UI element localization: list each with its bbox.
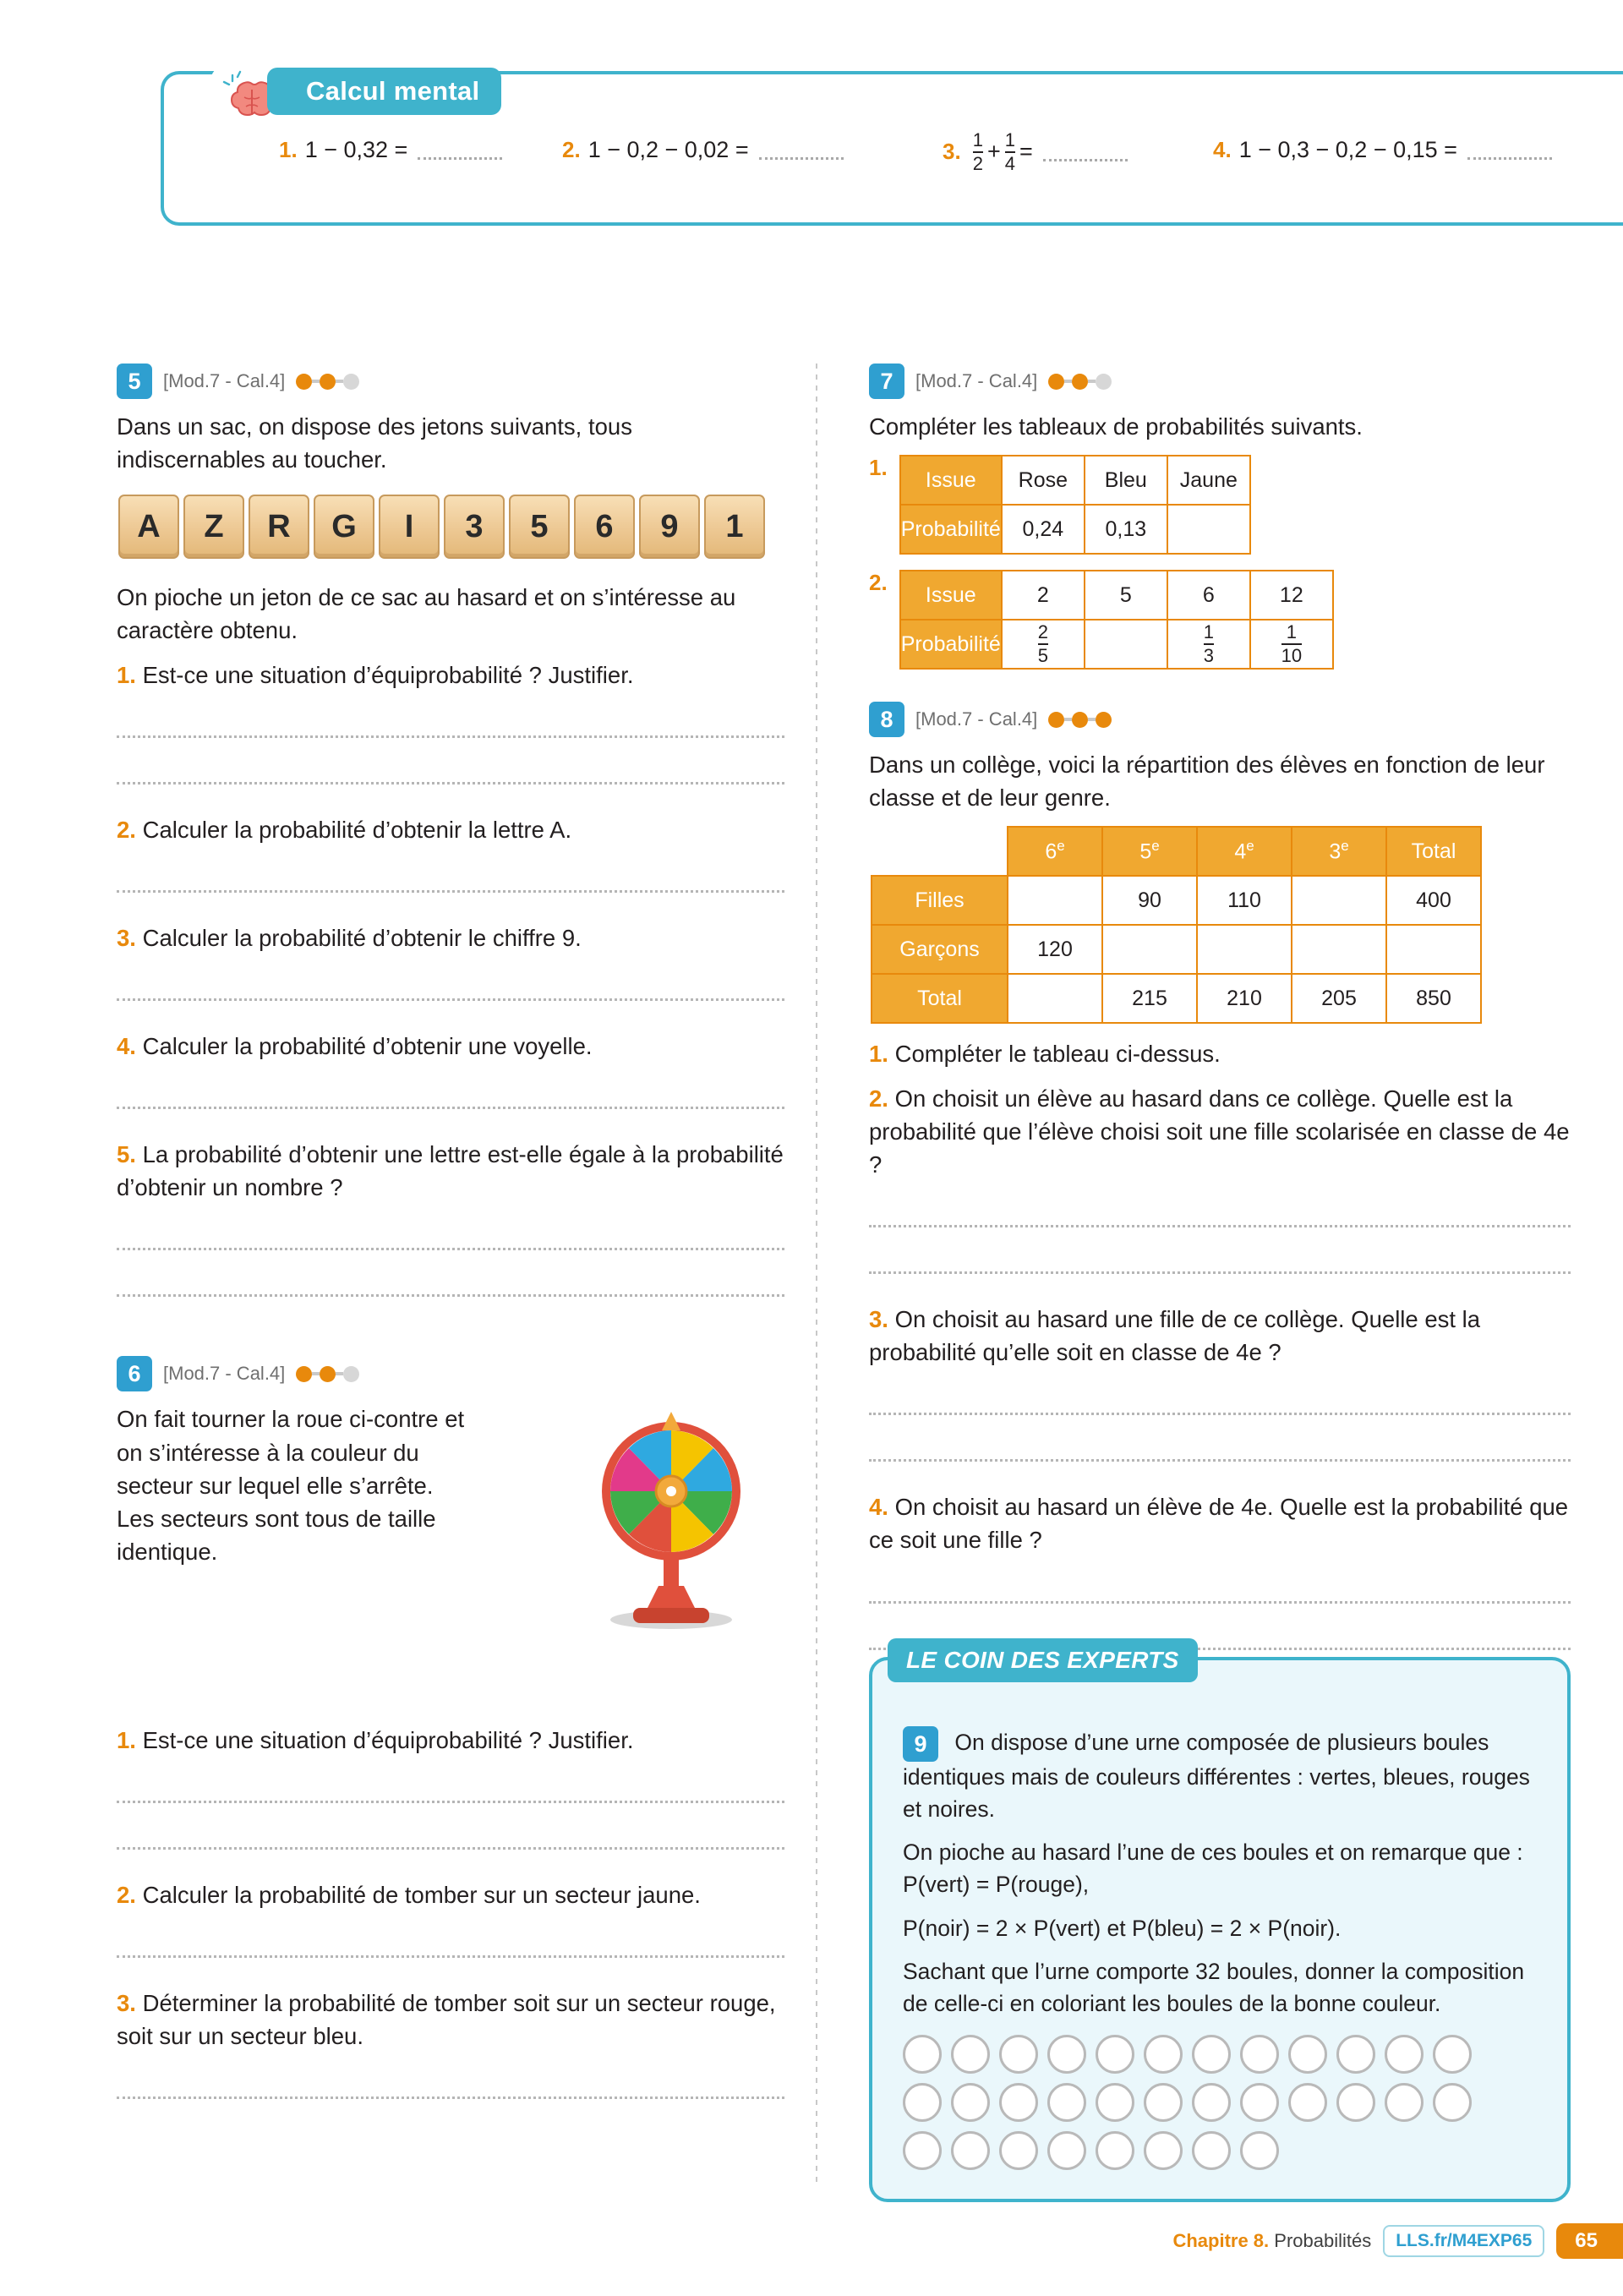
row-label-issue: Issue [900,571,1002,620]
column-header-6e: 6e [1008,827,1102,876]
answer-line[interactable] [117,890,784,893]
row-label-garcons: Garçons [872,925,1008,974]
ball[interactable] [903,2131,942,2170]
tile: 3 [444,495,505,559]
table-row [872,925,1481,974]
probability-cell-empty[interactable] [1085,620,1167,669]
exercise-8-intro: Dans un collège, voici la répartition des élèves en fonction de leur classe et de leur genre. [869,752,1545,812]
equals-sign: = [1019,139,1033,165]
footer-chapter-label: Chapitre 8. [1172,2230,1270,2251]
exercise-5-question-4: 4. Calculer la probabilité d’obtenir une voyelle. [117,1033,593,1060]
table-row [872,974,1481,1023]
ball[interactable] [1096,2083,1134,2122]
data-cell[interactable] [1008,974,1102,1023]
fraction-one-quarter: $\frac{1}{4}$ [1004,129,1015,174]
data-cell[interactable]: 120 [1008,925,1102,974]
ball[interactable] [903,2035,942,2074]
ball[interactable] [1047,2035,1086,2074]
ball[interactable] [1047,2083,1086,2122]
exercise-7-header [869,364,1571,399]
tile: 6 [574,495,635,559]
ball[interactable] [1433,2035,1472,2074]
exercise-7-table-1-wrap [869,455,1571,555]
issue-cell: Bleu [1085,456,1167,505]
table-header-row [872,827,1481,876]
ball[interactable] [1096,2035,1134,2074]
exercise-number-badge: 5 [117,364,152,399]
calc-item-3: 3. $\frac{1}{2}$ + $\frac{1}{4}$ = [943,130,1128,174]
data-cell[interactable]: 215 [1102,974,1197,1023]
exercise-5-question-3: 3. Calculer la probabilité d’obtenir le chiffre 9. [117,925,582,952]
tile: 5 [509,495,570,559]
row-label-probabilite: Probabilité [900,505,1002,554]
table-row [900,505,1250,554]
exercise-8-question-1: 1. Compléter le tableau ci-dessus. [869,1041,1221,1068]
footer-chapter-topic: Probabilités [1274,2230,1372,2251]
ball[interactable] [1047,2131,1086,2170]
ball[interactable] [1192,2083,1231,2122]
ball[interactable] [951,2083,990,2122]
exercise-tag: [Mod.7 - Cal.4] [163,370,286,391]
footer-chapter [1172,2230,1371,2252]
tile: R [249,495,309,559]
issue-cell: 2 [1002,571,1085,620]
answer-line[interactable] [869,1225,1571,1227]
ball[interactable] [1240,2131,1279,2170]
answer-line[interactable] [869,1601,1571,1604]
calc-expr-4: 1 − 0,3 − 0,2 − 0,15 = [1238,137,1457,162]
exercise-6-intro: On fait tourner la roue ci-contre et on s’intéresse à la couleur du secteur sur lequel elle s’arrête. Les secteurs sont tous de taille identique. [117,1406,465,1565]
ball[interactable] [951,2131,990,2170]
footer-page-number: 65 [1556,2223,1623,2259]
issue-cell: Rose [1002,456,1085,505]
answer-line[interactable] [117,2096,784,2099]
expert-corner-box [869,1647,1571,2202]
row-label-probabilite: Probabilité [900,620,1002,669]
probability-cell-empty[interactable] [1167,505,1250,554]
probability-table-2 [899,570,1334,670]
data-cell[interactable]: 210 [1197,974,1292,1023]
answer-line[interactable] [869,1271,1571,1274]
exercise-6-question-2: 2. Calculer la probabilité de tomber sur un secteur jaune. [117,1881,701,1908]
column-header-4e: 4e [1197,827,1292,876]
exercise-5-question-2: 2. Calculer la probabilité d’obtenir la lettre A. [117,817,572,844]
answer-blank-4[interactable] [1467,140,1552,160]
column-header-total: Total [1386,827,1481,876]
exercise-number-badge: 9 [903,1726,938,1762]
data-cell[interactable]: 90 [1102,876,1197,925]
ball[interactable] [1192,2035,1231,2074]
row-label-issue: Issue [900,456,1002,505]
data-cell[interactable] [1292,925,1386,974]
ball[interactable] [903,2083,942,2122]
exercise-7 [869,364,1571,670]
column-divider [816,364,817,2185]
left-column [117,364,784,2099]
probability-cell[interactable]: 0,24 [1002,505,1085,554]
ball[interactable] [951,2035,990,2074]
ball[interactable] [1288,2083,1327,2122]
data-cell[interactable]: 110 [1197,876,1292,925]
data-cell[interactable] [1197,925,1292,974]
probability-table-1 [899,455,1251,555]
issue-cell: 12 [1250,571,1333,620]
ball[interactable] [1240,2083,1279,2122]
exercise-8-question-4: 4. On choisit au hasard un élève de 4e. Quelle est la probabilité que ce soit une fille ? [869,1494,1569,1554]
ball[interactable] [1144,2035,1183,2074]
ball[interactable] [1385,2035,1424,2074]
ball[interactable] [1240,2035,1279,2074]
answer-line[interactable] [869,1459,1571,1462]
expert-corner-title: LE COIN DES EXPERTS [888,1638,1198,1682]
page-footer [1172,2223,1623,2259]
sub-question-number: 2. [869,570,888,596]
row-label-total: Total [872,974,1008,1023]
tile: 9 [639,495,700,559]
exercise-8-question-2: 2. On choisit un élève au hasard dans ce collège. Quelle est la probabilité que l’élève choisi soit une fille scolarisée en classe de 4e ? [869,1085,1570,1178]
tile: 1 [704,495,765,559]
repartition-table [871,826,1482,1024]
answer-line[interactable] [117,1248,784,1250]
ball[interactable] [999,2131,1038,2170]
calcul-mental-items [279,130,1598,198]
plus-sign: + [986,139,1001,165]
answer-blank-2[interactable] [759,140,844,160]
calcul-mental-title: Calcul mental [267,68,501,115]
data-cell[interactable] [1386,925,1481,974]
answer-line[interactable] [869,1413,1571,1415]
data-cell[interactable] [1008,876,1102,925]
answer-line[interactable] [117,1847,784,1850]
data-cell[interactable] [1102,925,1197,974]
right-column [869,364,1571,1650]
answer-line[interactable] [117,998,784,1001]
ball[interactable] [1336,2035,1375,2074]
calc-item-4: 4. 1 − 0,3 − 0,2 − 0,15 = [1213,137,1552,163]
issue-cell: 5 [1085,571,1167,620]
column-header-3e: 3e [1292,827,1386,876]
column-header-5e: 5e [1102,827,1197,876]
probability-cell[interactable]: 0,13 [1085,505,1167,554]
calc-item-2: 2. 1 − 0,2 − 0,02 = [562,137,844,163]
exercise-number-badge: 7 [869,364,904,399]
exercise-7-table-2-wrap [869,570,1571,670]
table-row [872,876,1481,925]
exercise-5-intro2: On pioche un jeton de ce sac au hasard et on s’intéresse au caractère obtenu. [117,584,736,644]
exercise-5-intro: Dans un sac, on dispose des jetons suivants, tous indiscernables au toucher. [117,413,632,473]
ball[interactable] [1288,2035,1327,2074]
ball[interactable] [1144,2083,1183,2122]
exercise-tag: [Mod.7 - Cal.4] [163,1363,286,1385]
ball[interactable] [1433,2083,1472,2122]
exercise-number-badge: 6 [117,1356,152,1391]
issue-cell: 6 [1167,571,1250,620]
probability-cell[interactable] [1167,620,1250,669]
sub-question-number: 1. [869,455,888,481]
fraction: $\frac{1}{3}$ [1203,621,1214,667]
answer-line[interactable] [117,782,784,784]
footer-resource-code[interactable]: LLS.fr/M4EXP65 [1383,2225,1544,2257]
calc-item-1: 1. 1 − 0,32 = [279,137,502,163]
issue-cell: Jaune [1167,456,1250,505]
answer-blank-1[interactable] [418,140,502,160]
row-label-filles: Filles [872,876,1008,925]
ball[interactable] [1144,2131,1183,2170]
data-cell[interactable] [1292,876,1386,925]
table-row [900,620,1333,669]
answer-line[interactable] [117,1294,784,1297]
answer-line[interactable] [117,1955,784,1958]
exercise-9-text-3: P(noir) = 2 × P(vert) et P(bleu) = 2 × P(noir). [903,1915,1342,1941]
answer-line[interactable] [117,1107,784,1109]
ball[interactable] [1192,2131,1231,2170]
answer-line[interactable] [117,1801,784,1803]
data-cell[interactable]: 400 [1386,876,1481,925]
fraction: $\frac{2}{5}$ [1037,621,1048,667]
calc-expr-1: 1 − 0,32 = [304,137,408,162]
empty-corner [872,827,1008,876]
probability-cell[interactable] [1250,620,1333,669]
exercise-9-text-1: 9 On dispose d’une urne composée de plusieurs boules identiques mais de couleurs différentes : vertes, bleues, rouges et noires. [903,1726,1537,1825]
data-cell[interactable]: 205 [1292,974,1386,1023]
exercise-tag: [Mod.7 - Cal.4] [915,370,1038,391]
exercise-5-header [117,364,784,399]
exercise-6-question-3: 3. Déterminer la probabilité de tomber soit sur un secteur rouge, soit sur un secteur bleu. [117,1989,776,2049]
ball[interactable] [999,2035,1038,2074]
wheel-of-fortune-icon [564,1390,779,1635]
fraction-one-half: $\frac{1}{2}$ [972,129,983,174]
data-cell[interactable]: 850 [1386,974,1481,1023]
difficulty-dots [296,374,359,390]
difficulty-dots [296,1366,359,1382]
ball[interactable] [1096,2131,1134,2170]
exercise-8 [869,702,1571,1649]
difficulty-dots [1048,374,1112,390]
table-row [900,456,1250,505]
ball[interactable] [999,2083,1038,2122]
exercise-9-text-2: On pioche au hasard l’une de ces boules et on remarque que : P(vert) = P(rouge), [903,1840,1523,1897]
tile: I [379,495,440,559]
calcul-mental-banner [118,52,1623,230]
tile: Z [183,495,244,559]
ball[interactable] [1385,2083,1424,2122]
ball[interactable] [1336,2083,1375,2122]
table-row [900,571,1333,620]
exercise-8-question-3: 3. On choisit au hasard une fille de ce collège. Quelle est la probabilité qu’elle soit en classe de 4e ? [869,1306,1481,1366]
fraction: $\frac{1}{10}$ [1281,621,1303,667]
exercise-6-header [117,1356,784,1391]
exercise-8-header [869,702,1571,737]
tile: A [118,495,179,559]
answer-blank-3[interactable] [1043,142,1128,161]
answer-line[interactable] [117,735,784,738]
exercise-tag: [Mod.7 - Cal.4] [915,708,1038,730]
probability-cell[interactable] [1002,620,1085,669]
difficulty-dots [1048,712,1112,728]
jeton-tiles [118,495,784,559]
exercise-number-badge: 8 [869,702,904,737]
exercise-6 [117,1356,784,2098]
exercise-5-question-1: 1. Est-ce une situation d’équiprobabilité ? Justifier. [117,662,634,689]
exercise-7-intro: Compléter les tableaux de probabilités suivants. [869,413,1363,440]
calc-expr-2: 1 − 0,2 − 0,02 = [587,137,749,162]
exercise-5-question-5: 5. La probabilité d’obtenir une lettre est-elle égale à la probabilité d’obtenir un nombre ? [117,1141,784,1201]
exercise-6-question-1: 1. Est-ce une situation d’équiprobabilité ? Justifier. [117,1726,634,1753]
exercise-9-text-4: Sachant que l’urne comporte 32 boules, donner la composition de celle-ci en coloriant les boules de la bonne couleur. [903,1959,1525,2016]
tile: G [314,495,374,559]
ball-grid [903,2035,1511,2170]
exercise-5 [117,364,784,1297]
